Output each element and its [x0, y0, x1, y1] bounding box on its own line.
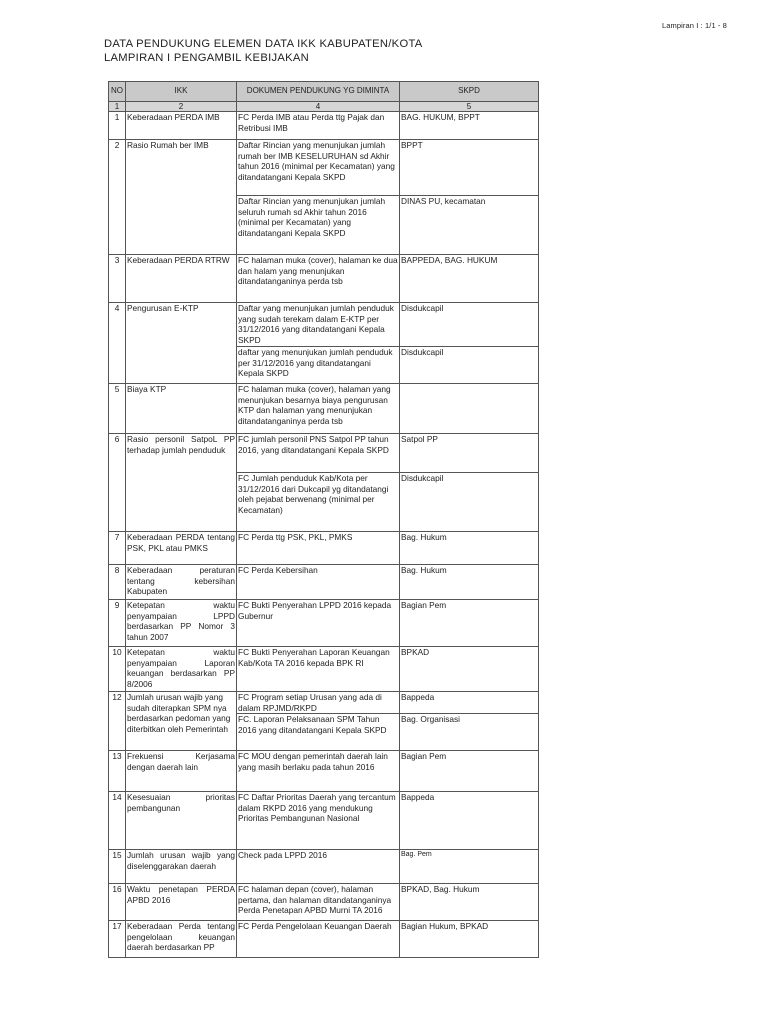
- table-row: [109, 384, 539, 434]
- row-number: 5: [109, 384, 126, 434]
- table-row: [109, 532, 539, 565]
- row-number: 7: [109, 532, 126, 565]
- header-ikk: IKK: [126, 82, 237, 102]
- row-number: 16: [109, 884, 126, 921]
- ikk-cell: Keberadaan peraturan tentang kebersihan Kabupaten: [126, 565, 237, 600]
- dokumen-cell: FC Perda Kebersihan: [237, 565, 400, 600]
- row-number: 1: [109, 112, 126, 140]
- dokumen-cell: FC Daftar Prioritas Daerah yang tercantum dalam RKPD 2016 yang mendukung Prioritas Pembangunan Nasional: [237, 792, 400, 850]
- dokumen-cell: FC Bukti Penyerahan Laporan Keuangan Kab/Kota TA 2016 kepada BPK RI: [237, 647, 400, 692]
- ikk-cell: Keberadaan PERDA IMB: [126, 112, 237, 140]
- ikk-cell: Kesesuaian prioritas pembangunan: [126, 792, 237, 850]
- row-number: 2: [109, 140, 126, 255]
- skpd-cell: Bappeda: [400, 692, 539, 714]
- skpd-cell: Bappeda: [400, 792, 539, 850]
- ikk-cell: Jumlah urusan wajib yang sudah diterapkan SPM nya berdasarkan pedoman yang diterbitkan oleh Pemerintah: [126, 692, 237, 751]
- title-line-2: LAMPIRAN I PENGAMBIL KEBIJAKAN: [104, 51, 310, 64]
- colnum-dokumen: 4: [237, 102, 400, 112]
- ikk-cell: Keberadaan Perda tentang pengelolaan keuangan daerah berdasarkan PP: [126, 921, 237, 958]
- document-title: [104, 38, 423, 65]
- table-row: [109, 921, 539, 958]
- colnum-no: 1: [109, 102, 126, 112]
- table-row: [109, 565, 539, 600]
- table-row: [109, 255, 539, 303]
- skpd-cell: Disdukcapil: [400, 473, 539, 532]
- skpd-cell: BPKAD: [400, 647, 539, 692]
- dokumen-cell: FC halaman muka (cover), halaman yang menunjukan besarnya biaya pengurusan KTP dan halaman yang menunjukan ditandatanganinya perda tsb: [237, 384, 400, 434]
- table-row: [109, 303, 539, 347]
- skpd-cell: Bagian Pem: [400, 751, 539, 792]
- row-number: 14: [109, 792, 126, 850]
- ikk-cell: Biaya KTP: [126, 384, 237, 434]
- table-row: [109, 792, 539, 850]
- skpd-cell: BPKAD, Bag. Hukum: [400, 884, 539, 921]
- ikk-cell: Waktu penetapan PERDA APBD 2016: [126, 884, 237, 921]
- ikk-cell: Jumlah urusan wajib yang diselenggarakan daerah: [126, 850, 237, 884]
- dokumen-cell: FC Jumlah penduduk Kab/Kota per 31/12/2016 dari Dukcapil yg ditandatangi oleh pejabat berwenang (minimal per Kecamatan): [237, 473, 400, 532]
- skpd-cell: DINAS PU, kecamatan: [400, 196, 539, 255]
- ikk-cell: Ketepatan waktu penyampaian LPPD berdasarkan PP Nomor 3 tahun 2007: [126, 600, 237, 647]
- row-number: 10: [109, 647, 126, 692]
- skpd-cell: Disdukcapil: [400, 303, 539, 347]
- header-no: NO: [109, 82, 126, 102]
- skpd-cell: Disdukcapil: [400, 347, 539, 384]
- skpd-cell: Satpol PP: [400, 434, 539, 473]
- dokumen-cell: FC Perda ttg PSK, PKL, PMKS: [237, 532, 400, 565]
- dokumen-cell: FC Program setiap Urusan yang ada di dalam RPJMD/RKPD: [237, 692, 400, 714]
- header-dokumen: DOKUMEN PENDUKUNG YG DIMINTA: [237, 82, 400, 102]
- skpd-cell: [400, 384, 539, 434]
- table-row: [109, 140, 539, 196]
- dokumen-cell: daftar yang menunjukan jumlah penduduk per 31/12/2016 yang ditandatangani Kepala SKPD: [237, 347, 400, 384]
- skpd-cell: BPPT: [400, 140, 539, 196]
- dokumen-cell: Check pada LPPD 2016: [237, 850, 400, 884]
- dokumen-cell: Daftar Rincian yang menunjukan jumlah rumah ber IMB KESELURUHAN sd Akhir tahun 2016 (minimal per Kecamatan) yang ditandatangani Kepala SKPD: [237, 140, 400, 196]
- row-number: 12: [109, 692, 126, 751]
- skpd-cell: Bag. Pem: [400, 850, 539, 884]
- row-number: 9: [109, 600, 126, 647]
- table-row: [109, 850, 539, 884]
- row-number: 13: [109, 751, 126, 792]
- ikk-cell: Ketepatan waktu penyampaian Laporan keuangan berdasarkan PP 8/2006: [126, 647, 237, 692]
- ikk-cell: Rasio personil SatpoL PP terhadap jumlah penduduk: [126, 434, 237, 532]
- dokumen-cell: FC Perda Pengelolaan Keuangan Daerah: [237, 921, 400, 958]
- row-number: 15: [109, 850, 126, 884]
- ikk-cell: Keberadaan PERDA tentang PSK, PKL atau PMKS: [126, 532, 237, 565]
- skpd-cell: Bag. Hukum: [400, 565, 539, 600]
- row-number: 8: [109, 565, 126, 600]
- skpd-cell: Bag. Organisasi: [400, 714, 539, 751]
- table-row: [109, 884, 539, 921]
- skpd-cell: BAPPEDA, BAG. HUKUM: [400, 255, 539, 303]
- ikk-cell: Keberadaan PERDA RTRW: [126, 255, 237, 303]
- row-number: 6: [109, 434, 126, 532]
- ikk-cell: Pengurusan E-KTP: [126, 303, 237, 384]
- ikk-support-table: [108, 81, 539, 958]
- skpd-cell: Bag. Hukum: [400, 532, 539, 565]
- ikk-cell: Rasio Rumah ber IMB: [126, 140, 237, 255]
- skpd-cell: Bagian Pem: [400, 600, 539, 647]
- title-line-1: DATA PENDUKUNG ELEMEN DATA IKK KABUPATEN/KOTA: [104, 38, 423, 50]
- column-number-row: [109, 102, 539, 112]
- table-row: [109, 751, 539, 792]
- ikk-cell: Frekuensi Kerjasama dengan daerah lain: [126, 751, 237, 792]
- table-row: [109, 600, 539, 647]
- dokumen-cell: FC Perda IMB atau Perda ttg Pajak dan Retribusi IMB: [237, 112, 400, 140]
- dokumen-cell: FC. Laporan Pelaksanaan SPM Tahun 2016 yang ditandatangani Kepala SKPD: [237, 714, 400, 751]
- row-number: 4: [109, 303, 126, 384]
- skpd-cell: Bagian Hukum, BPKAD: [400, 921, 539, 958]
- table-row: [109, 647, 539, 692]
- colnum-ikk: 2: [126, 102, 237, 112]
- row-number: 3: [109, 255, 126, 303]
- header-row: [109, 82, 539, 102]
- dokumen-cell: FC halaman muka (cover), halaman ke dua dan halam yang menunjukan ditandatanganinya perda tsb: [237, 255, 400, 303]
- table-row: [109, 112, 539, 140]
- dokumen-cell: FC halaman depan (cover), halaman pertama, dan halaman ditandatanganinya Perda Penetapan APBD Murni TA 2016: [237, 884, 400, 921]
- page-reference-label: Lampiran I : 1/1 - 8: [662, 21, 727, 30]
- row-number: 17: [109, 921, 126, 958]
- dokumen-cell: Daftar Rincian yang menunjukan jumlah seluruh rumah sd Akhir tahun 2016 (minimal per Kecamatan) yang ditandatangani Kepala SKPD: [237, 196, 400, 255]
- dokumen-cell: FC jumlah personil PNS Satpol PP tahun 2016, yang ditandatangani Kepala SKPD: [237, 434, 400, 473]
- table-row: [109, 434, 539, 473]
- dokumen-cell: Daftar yang menunjukan jumlah penduduk yang sudah terekam dalam E-KTP per 31/12/2016 yang ditandatangani Kepala SKPD: [237, 303, 400, 347]
- header-skpd: SKPD: [400, 82, 539, 102]
- table-row: [109, 692, 539, 714]
- dokumen-cell: FC Bukti Penyerahan LPPD 2016 kepada Gubernur: [237, 600, 400, 647]
- dokumen-cell: FC MOU dengan pemerintah daerah lain yang masih berlaku pada tahun 2016: [237, 751, 400, 792]
- colnum-skpd: 5: [400, 102, 539, 112]
- skpd-cell: BAG. HUKUM, BPPT: [400, 112, 539, 140]
